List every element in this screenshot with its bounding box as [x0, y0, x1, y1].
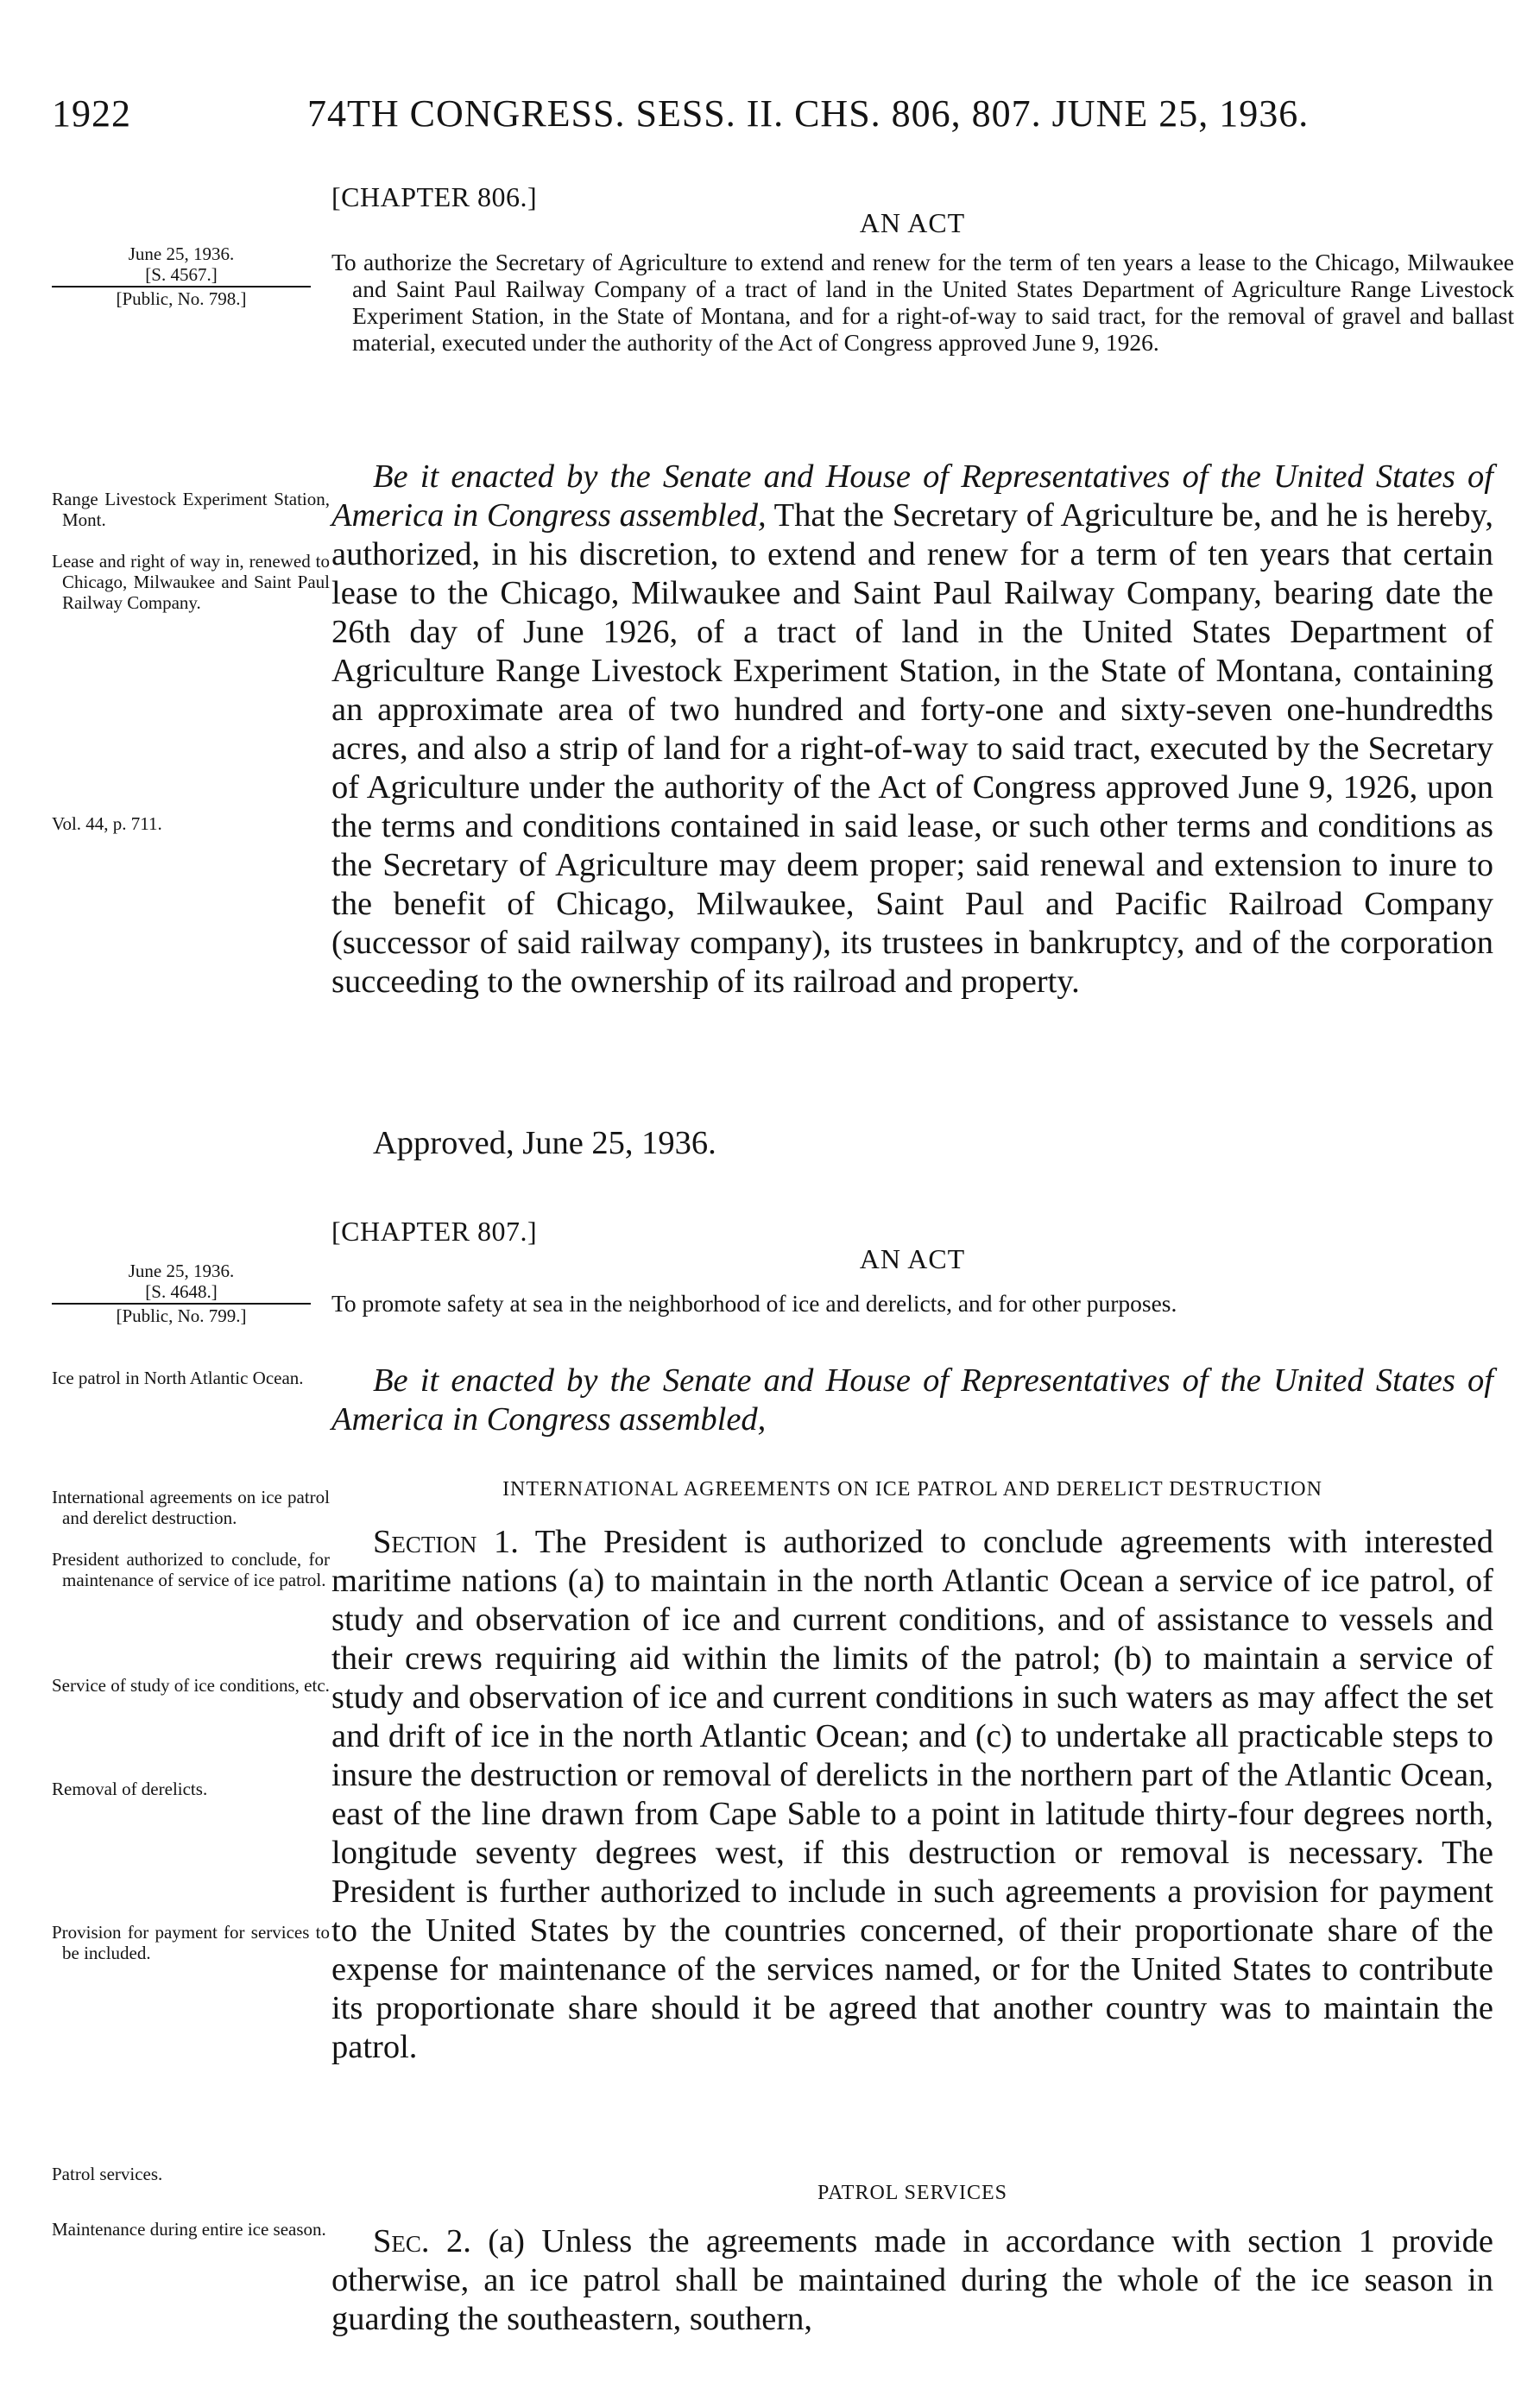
page-number: 1922	[52, 92, 131, 135]
chapter-807-purpose: To promote safety at sea in the neighborhood of ice and derelicts, and for other purposes.	[331, 1290, 1177, 1317]
chapter-807-bill: [S. 4648.]	[145, 1281, 218, 1302]
chapter-806-public-law: [Public, No. 798.]	[116, 288, 247, 309]
page-header	[52, 92, 1492, 143]
margin-note-lease: Lease and right of way in, renewed to Chicago, Milwaukee and Saint Paul Railway Company.	[52, 551, 330, 613]
section-1-text: The President is authorized to conclude agreements with interested maritime nations (a) to maintain in the north Atlantic Ocean a service of ice patrol, of study and observation of ice and current conditions, and of assistance to vessels and their crews requiring aid within the limits of the patrol; (b) to maintain a service of study and observation of ice and current conditions in such waters as may affect the set and drift of ice in the north Atlantic Ocean; and (c) to undertake all practicable steps to insure the destruction or removal of derelicts in the northern part of the Atlantic Ocean, east of the line drawn from Cape Sable to a point in latitude thirty-four degrees north, longitude seventy degrees west, if this destruction or removal is necessary. The President is further authorized to include in such agreements a provision for payment to the United States by the countries concerned, of their proportionate share of the expense for maintenance of the services named, or for the United States to contribute its proportionate share should it be agreed that another country was to maintain the patrol.	[331, 1524, 1493, 2065]
divider	[52, 286, 311, 288]
chapter-807-label: [CHAPTER 807.]	[331, 1216, 538, 1247]
section-2	[331, 2222, 1493, 2339]
margin-note-provision: Provision for payment for services to be included.	[52, 1922, 330, 1963]
margin-note-removal: Removal of derelicts.	[52, 1779, 208, 1799]
heading-patrol-services: PATROL SERVICES	[817, 2182, 1008, 2204]
margin-note-patrol-services: Patrol services.	[52, 2164, 163, 2184]
chapter-806-act-title: AN ACT	[859, 207, 966, 238]
section-1-label: Section 1.	[373, 1524, 519, 1560]
section-2-text: (a) Unless the agreements made in accordance with section 1 provide otherwise, an ice patrol shall be maintained during the whole of the ice season in guarding the southeastern, southern,	[331, 2223, 1493, 2337]
margin-note-range-station: Range Livestock Experiment Station, Mont.	[52, 489, 330, 530]
divider	[52, 1303, 311, 1305]
chapter-806-body	[331, 458, 1493, 1002]
margin-note-service: Service of study of ice conditions, etc.	[52, 1675, 330, 1696]
running-head: 74TH CONGRESS. SESS. II. CHS. 806, 807. JUNE 25, 1936.	[307, 92, 1310, 135]
margin-note-agreements: International agreements on ice patrol and derelict destruction.	[52, 1487, 330, 1528]
chapter-806-text: That the Secretary of Agriculture be, and he is hereby, authorized, in his discretion, to extend and renew for a term of ten years that certain lease to the Chicago, Milwaukee and Saint Paul Railway Company, bearing date the 26th day of June 1926, of a tract of land in the United States Department of Agriculture Range Livestock Experiment Station, in the State of Montana, containing an approximate area of two hundred and forty-one and sixty-seven one-hundredths acres, and also a strip of land for a right-of-way to said tract, executed by the Secretary of Agriculture under the authority of the Act of Congress approved June 9, 1926, upon the terms and conditions contained in said lease, or such other terms and conditions as the Secretary of Agriculture may deem proper; said renewal and extension to inure to the benefit of Chicago, Milwaukee, Saint Paul and Pacific Railroad Company (successor of said railway company), its trustees in bankruptcy, and of the corporation succeeding to the ownership of its railroad and property.	[331, 497, 1494, 1000]
heading-international-agreements: INTERNATIONAL AGREEMENTS ON ICE PATROL AND DERELICT DESTRUCTION	[502, 1478, 1322, 1501]
chapter-806-enacting-clause: Be it enacted by the Senate and House of Representatives of the United States of America in Congress assembled,	[331, 458, 1493, 534]
chapter-806-label: [CHAPTER 806.]	[331, 181, 538, 212]
chapter-807-enacting-clause: Be it enacted by the Senate and House of Representatives of the United States of America in Congress assembled,	[331, 1362, 1493, 1438]
chapter-806-approved: Approved, June 25, 1936.	[373, 1125, 716, 1161]
chapter-806-bill: [S. 4567.]	[145, 264, 218, 285]
chapter-807-citation-block	[43, 1261, 319, 1326]
chapter-807-public-law: [Public, No. 799.]	[116, 1305, 247, 1326]
margin-note-citation: Vol. 44, p. 711.	[52, 813, 162, 834]
section-1	[331, 1523, 1493, 2067]
section-2-label: Sec. 2.	[373, 2223, 471, 2259]
chapter-806-purpose: To authorize the Secretary of Agriculture to extend and renew for the term of ten years a lease to the Chicago, Milwaukee and Saint Paul Railway Company of a tract of land in the United States Department of Agriculture Range Livestock Experiment Station, in the State of Montana, and for a right-of-way to said tract, for the removal of gravel and ballast material, executed under the authority of the Act of Congress approved June 9, 1926.	[331, 249, 1514, 356]
margin-note-maintenance: Maintenance during entire ice season.	[52, 2219, 326, 2240]
margin-note-president: President authorized to conclude, for maintenance of service of ice patrol.	[52, 1549, 330, 1590]
chapter-807-act-title: AN ACT	[859, 1243, 966, 1274]
chapter-807-date: June 25, 1936.	[128, 1261, 235, 1281]
margin-note-ice-patrol: Ice patrol in North Atlantic Ocean.	[52, 1368, 304, 1388]
chapter-806-date: June 25, 1936.	[128, 243, 235, 264]
chapter-806-citation-block	[43, 243, 319, 309]
